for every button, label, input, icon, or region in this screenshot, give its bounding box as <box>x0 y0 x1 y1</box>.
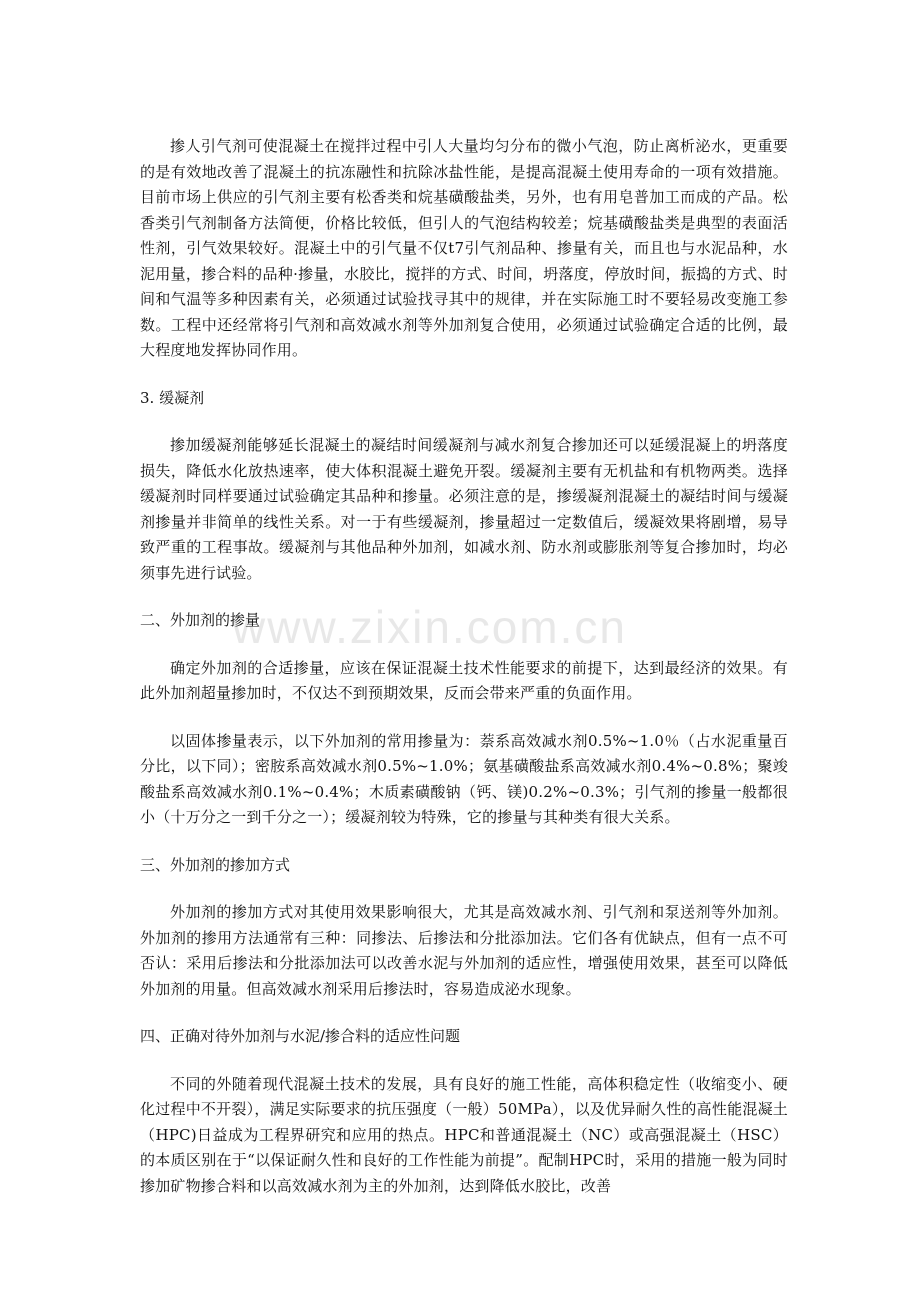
paragraph-retarder: 掺加缓凝剂能够延长混凝土的凝结时间缓凝剂与减水剂复合掺加还可以延缓混凝上的坍落度损失，降低水化放热速率，使大体积混凝土避免开裂。缓凝剂主要有无机盐和有机物两类。选择缓凝剂时同样要通过试验确定其品种和掺量。必须注意的是，掺缓凝剂混凝土的凝结时间与缓凝剂掺量并非简单的线性关系。对一于有些缓凝剂，掺量超过一定数值后，缓凝效果将剧增，易导致严重的工程事故。缓凝剂与其他品种外加剂，如减水剂、防水剂或膨胀剂等复合掺加时，均必须事先进行试验。 <box>140 436 788 582</box>
paragraph-compatibility: 不同的外随着现代混凝土技术的发展，具有良好的施工性能，高体积稳定性（收缩变小、硬化过程中不开裂），满足实际要求的抗压强度（一般）50MPa），以及优异耐久性的高性能混凝土（HPC)日益成为工程界研究和应用的热点。HPC和普通混凝土（NC）或高强混凝土（HSC）的本质区别在于“以保证耐久性和良好的工作性能为前提”。配制HPC时，采用的措施一般为同时掺加矿物掺合料和以高效减水剂为主的外加剂，达到降低水胶比，改善 <box>140 1074 788 1195</box>
paragraph-dosage-values: 以固体掺量表示，以下外加剂的常用掺量为：萘系高效减水剂0.5%~1.0％（占水泥重量百分比，以下同）；密胺系高效减水剂0.5%~1.0%；氨基磺酸盐系高效减水剂0.4%~0.8%；聚竣酸盐系高效减水剂0.1%~0.4%；木质素磺酸钠（钙、镁)0.2%~0.3%；引气剂的掺量一般都很小（十万分之一到千分之一）；缓凝剂较为特殊，它的掺量与其种类有很大关系。 <box>140 731 788 826</box>
heading-compatibility: 四、正确对待外加剂与水泥/掺合料的适应性问题 <box>140 1027 461 1045</box>
paragraph-dosage-principle: 确定外加剂的合适掺量，应该在保证混凝土技术性能要求的前提下，达到最经济的效果。有此外加剂超量掺加时，不仅达不到预期效果，反而会带来严重的负面作用。 <box>140 658 788 702</box>
paragraph-addition-method: 外加剂的掺加方式对其使用效果影响很大，尤其是高效减水剂、引气剂和泵送剂等外加剂。外加剂的掺用方法通常有三种：同掺法、后掺法和分批添加法。它们各有优缺点，但有一点不可否认：采用后掺法和分批添加法可以改善水泥与外加剂的适应性，增强使用效果，甚至可以降低外加剂的用量。但高效减水剂采用后掺法时，容易造成泌水现象。 <box>140 903 788 998</box>
paragraph-air-entraining-agent: 掺人引气剂可使混凝土在搅拌过程中引人大量均匀分布的微小气泡，防止离析泌水，更重要的是有效地改善了混凝土的抗冻融性和抗除冰盐性能，是提高混凝土使用寿命的一项有效措施。目前市场上供应的引气剂主要有松香类和烷基磺酸盐类，另外，也有用皂普加工而成的产品。松香类引气剂制备方法简便，价格比较低，但引人的气泡结构较差；烷基磺酸盐类是典型的表面活性剂，引气效果较好。混凝土中的引气量不仅t7引气剂品种、掺量有关，而且也与水泥品种，水泥用量，掺合料的品种·掺量，水胶比，搅拌的方式、时间，坍落度，停放时间，振捣的方式、时间和气温等多种因素有关，必须通过试验找寻其中的规律，并在实际施工时不要轻易改变施工参数。工程中还经常将引气剂和高效减水剂等外加剂复合使用，必须通过试验确定合适的比例，最大程度地发挥协同作用。 <box>140 137 788 359</box>
document-body <box>140 134 788 1221</box>
heading-admixture-dosage: 二、外加剂的掺量 <box>140 611 261 629</box>
heading-addition-method: 三、外加剂的掺加方式 <box>140 855 291 874</box>
watermark: www.zixin.com.cn <box>232 601 627 653</box>
heading-retarder: 3. 缓凝剂 <box>140 388 205 407</box>
